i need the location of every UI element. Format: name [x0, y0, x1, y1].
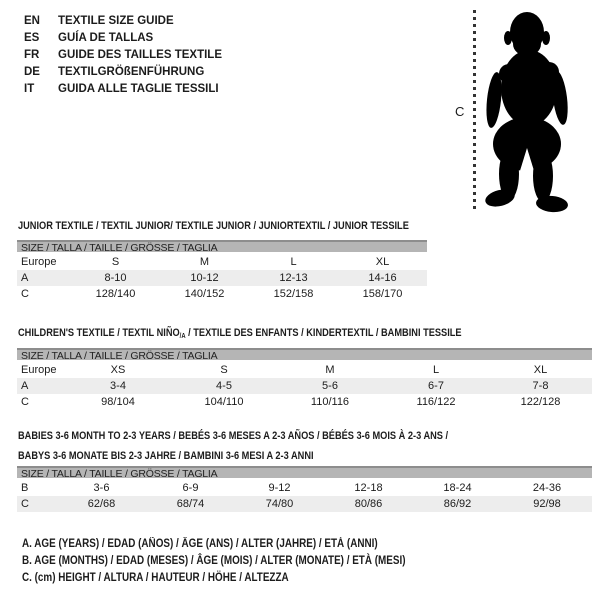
children-section-heading: CHILDREN'S TEXTILE / TEXTIL NIÑO/A / TEXTILE DES ENFANTS / KINDERTEXTIL / BAMBINI TESSILE [18, 327, 462, 340]
language-code: ES [24, 32, 40, 44]
table-cell: 68/74 [146, 496, 235, 512]
nino-a-subscript: /A [179, 333, 186, 340]
table-cell: XL [533, 364, 548, 376]
table-cell: 18-24 [443, 482, 472, 494]
table-cell: L [290, 256, 297, 268]
table-cell: 128/140 [95, 288, 136, 300]
table-cell: 9-12 [268, 482, 291, 494]
language-title-block [24, 13, 222, 98]
row-label: A [17, 378, 65, 394]
table-row [17, 378, 592, 394]
babies-heading-line1: BABIES 3-6 MONTH TO 2-3 YEARS / BEBÉS 3-6 MESES A 2-3 AÑOS / BÉBÉS 3-6 MOIS À 2-3 ANS / [18, 430, 449, 442]
row-label: C [21, 396, 29, 408]
table-cell: 152/158 [273, 288, 314, 300]
language-row [24, 47, 222, 64]
language-title: TEXTILE SIZE GUIDE [58, 15, 174, 27]
junior-size-table [17, 254, 427, 302]
table-cell: 6-7 [383, 378, 489, 394]
table-row [17, 362, 592, 378]
table-row [17, 286, 427, 302]
measure-legend [22, 536, 406, 587]
table-cell: 7-8 [489, 378, 592, 394]
children-size-table [17, 362, 592, 410]
table-cell: 104/110 [204, 396, 244, 408]
table-cell: 86/92 [413, 496, 502, 512]
table-cell: 6-9 [182, 482, 199, 494]
table-cell: 4-5 [171, 378, 277, 394]
legend-line-b: B. AGE (MONTHS) / EDAD (MESES) / ÂGE (MOIS) / ALTER (MONATE) / ETÀ (MESI) [22, 555, 406, 567]
language-code: IT [24, 83, 35, 95]
legend-line-c: C. (cm) HEIGHT / ALTURA / HAUTEUR / HÖHE / ALTEZZA [22, 572, 289, 584]
table-row [17, 480, 592, 496]
table-cell: M [199, 256, 210, 268]
table-row [17, 254, 427, 270]
table-cell: 24-36 [532, 482, 562, 494]
row-label: Europe [21, 364, 57, 376]
children-size-bar: SIZE / TALLA / TAILLE / GRÖSSE / TAGLIA [17, 348, 592, 360]
table-cell: S [111, 256, 120, 268]
table-cell: 10-12 [160, 270, 249, 286]
babies-size-table [17, 480, 592, 512]
table-cell: M [325, 364, 335, 376]
table-row [17, 270, 427, 286]
language-title: GUIDA ALLE TAGLIE TESSILI [58, 83, 219, 95]
language-row [24, 30, 222, 47]
babies-heading-line2: BABYS 3-6 MONATE BIS 2-3 JAHRE / BAMBINI 3-6 MESI A 2-3 ANNI [18, 450, 314, 462]
table-cell: 62/68 [57, 496, 146, 512]
table-cell: 122/128 [520, 396, 561, 408]
table-row [17, 496, 592, 512]
table-cell: 3-6 [93, 482, 110, 494]
language-code: EN [24, 15, 40, 27]
table-cell: 116/122 [416, 396, 456, 408]
row-label: C [17, 496, 57, 512]
table-cell: 158/170 [362, 288, 403, 300]
table-cell: 3-4 [65, 378, 171, 394]
table-cell: 92/98 [502, 496, 592, 512]
table-cell: 8-10 [71, 270, 160, 286]
language-title: TEXTILGRÖßENFÜHRUNG [58, 66, 205, 78]
table-cell: 74/80 [235, 496, 324, 512]
language-row [24, 81, 222, 98]
junior-size-bar: SIZE / TALLA / TAILLE / GRÖSSE / TAGLIA [17, 240, 427, 252]
row-label: Europe [21, 256, 57, 268]
baby-silhouette-icon [481, 8, 581, 213]
table-cell: 140/152 [184, 288, 225, 300]
language-row [24, 13, 222, 30]
table-cell: 12-13 [249, 270, 338, 286]
junior-section-heading: JUNIOR TEXTILE / TEXTIL JUNIOR/ TEXTILE JUNIOR / JUNIORTEXTIL / JUNIOR TESSILE [18, 220, 409, 232]
language-row [24, 64, 222, 81]
table-cell: XS [110, 364, 126, 376]
row-label: B [21, 482, 29, 494]
language-title: GUÍA DE TALLAS [58, 32, 154, 44]
table-cell: 110/116 [310, 396, 350, 408]
table-row [17, 394, 592, 410]
table-cell: 14-16 [338, 270, 427, 286]
babies-size-bar: SIZE / TALLA / TAILLE / GRÖSSE / TAGLIA [17, 466, 592, 478]
table-cell: 80/86 [324, 496, 413, 512]
height-measure-label: C [455, 104, 465, 119]
table-cell: 98/104 [101, 396, 135, 408]
legend-line-a: A. AGE (YEARS) / EDAD (AÑOS) / ÂGE (ANS) / ALTER (JAHRE) / ETÀ (ANNI) [22, 538, 378, 550]
row-label: A [17, 270, 71, 286]
table-cell: 5-6 [277, 378, 383, 394]
babies-section-heading [18, 426, 448, 466]
table-cell: S [220, 364, 228, 376]
language-code: DE [24, 66, 40, 78]
row-label: C [21, 288, 29, 300]
table-cell: XL [375, 256, 390, 268]
language-code: FR [24, 49, 40, 61]
table-cell: 12-18 [354, 482, 383, 494]
table-cell: L [432, 364, 440, 376]
language-title: GUIDE DES TAILLES TEXTILE [58, 49, 222, 61]
height-dotted-line [473, 10, 476, 210]
